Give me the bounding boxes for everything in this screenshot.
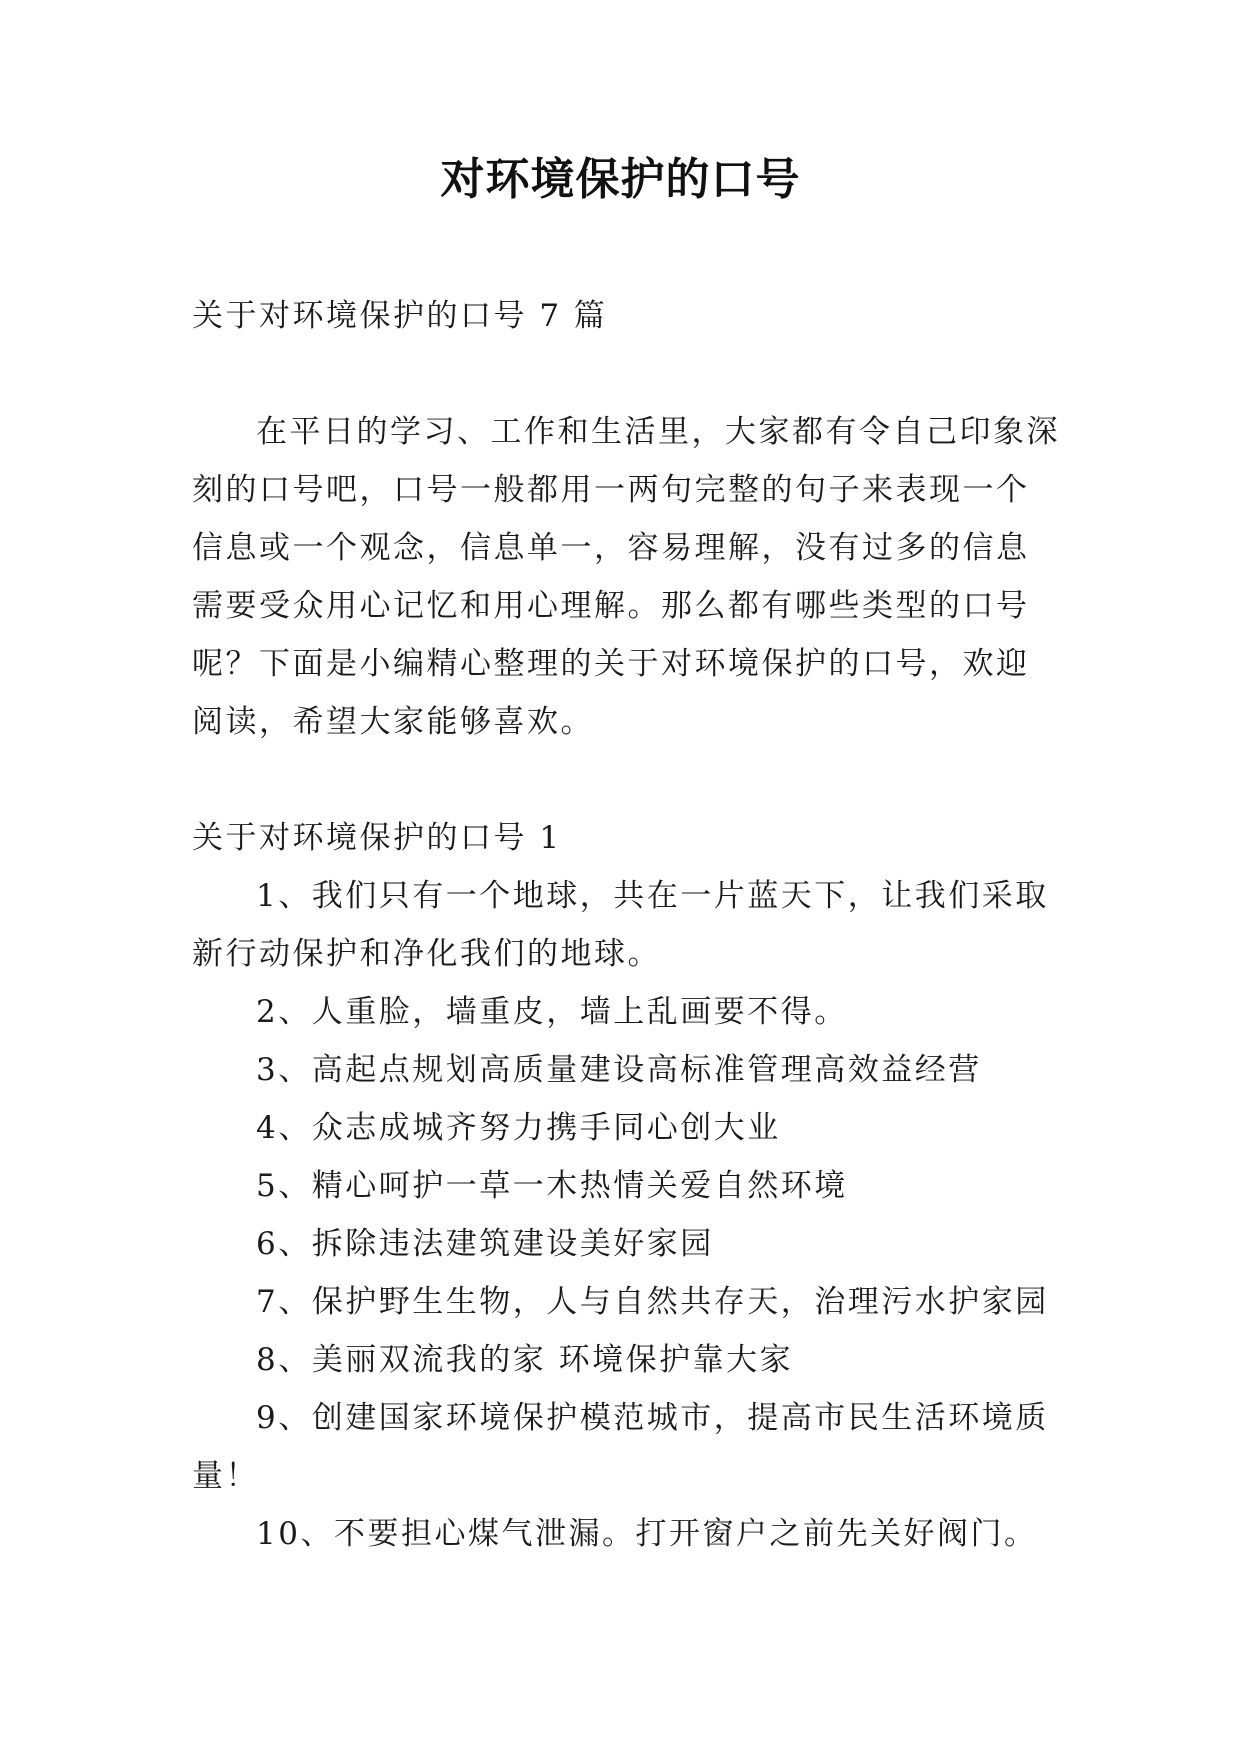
slogan-item-7: 7、保护野生生物，人与自然共存天，治理污水护家园: [256, 1284, 1049, 1320]
slogan-item-5: 5、精心呵护一草一木热情关爱自然环境: [256, 1168, 848, 1204]
slogan-item-6: 6、拆除违法建筑建设美好家园: [256, 1226, 714, 1262]
slogan-item-9: 9、创建国家环境保护模范城市，提高市民生活环境质量！: [192, 1400, 1049, 1494]
slogan-item-10: 10、不要担心煤气泄漏。打开窗户之前先关好阀门。: [256, 1516, 1038, 1552]
document-body: [192, 287, 1062, 1563]
slogan-item-1: 1、我们只有一个地球，共在一片蓝天下，让我们采取新行动保护和净化我们的地球。: [192, 878, 1049, 972]
slogan-item-8: 8、美丽双流我的家 环境保护靠大家: [256, 1342, 794, 1378]
document-title: 对环境保护的口号: [440, 154, 801, 205]
document-subtitle: 关于对环境保护的口号 7 篇: [192, 298, 608, 334]
section-heading: 关于对环境保护的口号 1: [192, 820, 562, 856]
slogan-item-2: 2、人重脸，墙重皮，墙上乱画要不得。: [256, 994, 848, 1030]
slogan-item-3: 3、高起点规划高质量建设高标准管理高效益经营: [256, 1052, 982, 1088]
intro-paragraph: 在平日的学习、工作和生活里，大家都有令自己印象深刻的口号吧，口号一般都用一两句完整的句子来表现一个信息或一个观念，信息单一，容易理解，没有过多的信息需要受众用心记忆和用心理解。那么都有哪些类型的口号呢？下面是小编精心整理的关于对环境保护的口号，欢迎阅读，希望大家能够喜欢。: [192, 414, 1060, 740]
slogan-item-4: 4、众志成城齐努力携手同心创大业: [256, 1110, 781, 1146]
